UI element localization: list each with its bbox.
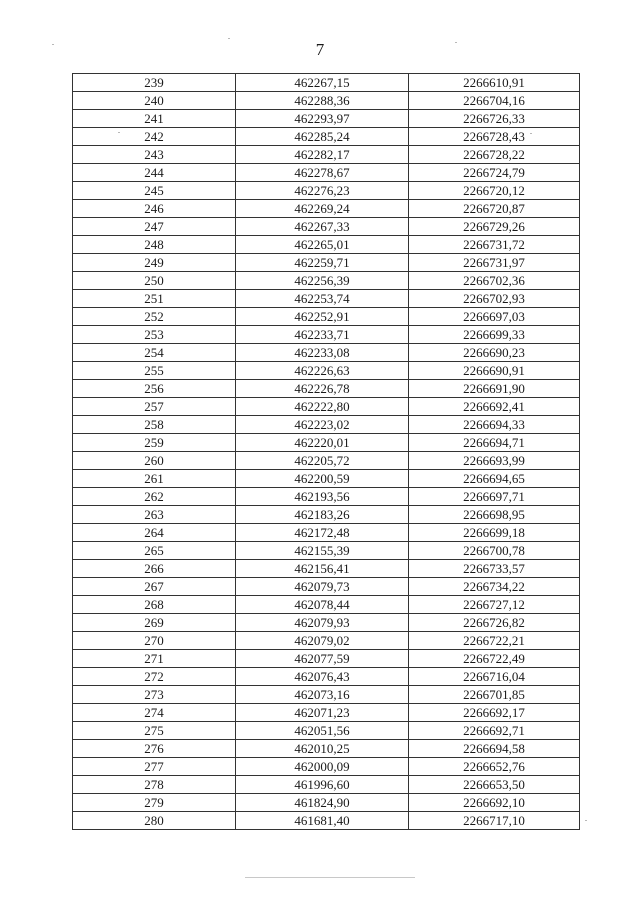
x-coordinate-cell: 462278,67 — [236, 164, 409, 182]
point-number-cell: 278 — [73, 776, 236, 794]
y-coordinate-cell: 2266692,71 — [409, 722, 580, 740]
x-coordinate-cell: 462172,48 — [236, 524, 409, 542]
x-coordinate-cell: 462051,56 — [236, 722, 409, 740]
point-number-cell: 268 — [73, 596, 236, 614]
y-coordinate-cell: 2266728,43 — [409, 128, 580, 146]
point-number-cell: 239 — [73, 74, 236, 92]
x-coordinate-cell: 461824,90 — [236, 794, 409, 812]
table-row — [73, 776, 580, 794]
table-row — [73, 272, 580, 290]
table-row — [73, 128, 580, 146]
point-number-cell: 258 — [73, 416, 236, 434]
table-row — [73, 110, 580, 128]
table-row — [73, 146, 580, 164]
point-number-cell: 241 — [73, 110, 236, 128]
point-number-cell: 262 — [73, 488, 236, 506]
point-number-cell: 245 — [73, 182, 236, 200]
y-coordinate-cell: 2266692,10 — [409, 794, 580, 812]
table-row — [73, 434, 580, 452]
y-coordinate-cell: 2266697,03 — [409, 308, 580, 326]
point-number-cell: 276 — [73, 740, 236, 758]
table-row — [73, 614, 580, 632]
x-coordinate-cell: 462155,39 — [236, 542, 409, 560]
y-coordinate-cell: 2266610,91 — [409, 74, 580, 92]
y-coordinate-cell: 2266690,91 — [409, 362, 580, 380]
x-coordinate-cell: 462183,26 — [236, 506, 409, 524]
x-coordinate-cell: 462220,01 — [236, 434, 409, 452]
x-coordinate-cell: 462076,43 — [236, 668, 409, 686]
table-row — [73, 506, 580, 524]
y-coordinate-cell: 2266702,93 — [409, 290, 580, 308]
y-coordinate-cell: 2266653,50 — [409, 776, 580, 794]
table-row — [73, 524, 580, 542]
x-coordinate-cell: 462000,09 — [236, 758, 409, 776]
x-coordinate-cell: 462078,44 — [236, 596, 409, 614]
point-number-cell: 257 — [73, 398, 236, 416]
y-coordinate-cell: 2266720,12 — [409, 182, 580, 200]
x-coordinate-cell: 462156,41 — [236, 560, 409, 578]
point-number-cell: 275 — [73, 722, 236, 740]
table-row — [73, 398, 580, 416]
y-coordinate-cell: 2266652,76 — [409, 758, 580, 776]
x-coordinate-cell: 462226,78 — [236, 380, 409, 398]
y-coordinate-cell: 2266726,33 — [409, 110, 580, 128]
point-number-cell: 248 — [73, 236, 236, 254]
y-coordinate-cell: 2266694,58 — [409, 740, 580, 758]
x-coordinate-cell: 461996,60 — [236, 776, 409, 794]
point-number-cell: 269 — [73, 614, 236, 632]
y-coordinate-cell: 2266733,57 — [409, 560, 580, 578]
table-row — [73, 218, 580, 236]
y-coordinate-cell: 2266704,16 — [409, 92, 580, 110]
y-coordinate-cell: 2266694,33 — [409, 416, 580, 434]
point-number-cell: 267 — [73, 578, 236, 596]
point-number-cell: 265 — [73, 542, 236, 560]
scan-speck — [455, 42, 457, 43]
point-number-cell: 260 — [73, 452, 236, 470]
x-coordinate-cell: 462223,02 — [236, 416, 409, 434]
y-coordinate-cell: 2266701,85 — [409, 686, 580, 704]
x-coordinate-cell: 462079,93 — [236, 614, 409, 632]
table-row — [73, 236, 580, 254]
x-coordinate-cell: 462269,24 — [236, 200, 409, 218]
point-number-cell: 246 — [73, 200, 236, 218]
table-row — [73, 308, 580, 326]
y-coordinate-cell: 2266722,49 — [409, 650, 580, 668]
scan-speck — [530, 133, 532, 134]
table-row — [73, 686, 580, 704]
y-coordinate-cell: 2266702,36 — [409, 272, 580, 290]
table-row — [73, 164, 580, 182]
x-coordinate-cell: 462256,39 — [236, 272, 409, 290]
table-row — [73, 344, 580, 362]
x-coordinate-cell: 462285,24 — [236, 128, 409, 146]
point-number-cell: 256 — [73, 380, 236, 398]
y-coordinate-cell: 2266717,10 — [409, 812, 580, 830]
page-number: 7 — [315, 40, 325, 59]
x-coordinate-cell: 462267,15 — [236, 74, 409, 92]
table-row — [73, 794, 580, 812]
point-number-cell: 240 — [73, 92, 236, 110]
point-number-cell: 280 — [73, 812, 236, 830]
y-coordinate-cell: 2266727,12 — [409, 596, 580, 614]
y-coordinate-cell: 2266692,41 — [409, 398, 580, 416]
point-number-cell: 272 — [73, 668, 236, 686]
point-number-cell: 252 — [73, 308, 236, 326]
x-coordinate-cell: 462073,16 — [236, 686, 409, 704]
scan-artifact-line — [245, 877, 415, 878]
table-row — [73, 452, 580, 470]
y-coordinate-cell: 2266716,04 — [409, 668, 580, 686]
x-coordinate-cell: 462233,71 — [236, 326, 409, 344]
table-row — [73, 416, 580, 434]
point-number-cell: 279 — [73, 794, 236, 812]
coordinates-table — [72, 73, 580, 830]
table-row — [73, 704, 580, 722]
point-number-cell: 255 — [73, 362, 236, 380]
point-number-cell: 263 — [73, 506, 236, 524]
table-row — [73, 722, 580, 740]
y-coordinate-cell: 2266699,18 — [409, 524, 580, 542]
table-row — [73, 200, 580, 218]
x-coordinate-cell: 461681,40 — [236, 812, 409, 830]
point-number-cell: 270 — [73, 632, 236, 650]
table-row — [73, 542, 580, 560]
y-coordinate-cell: 2266694,65 — [409, 470, 580, 488]
x-coordinate-cell: 462233,08 — [236, 344, 409, 362]
x-coordinate-cell: 462079,73 — [236, 578, 409, 596]
point-number-cell: 253 — [73, 326, 236, 344]
table-row — [73, 812, 580, 830]
x-coordinate-cell: 462253,74 — [236, 290, 409, 308]
y-coordinate-cell: 2266693,99 — [409, 452, 580, 470]
table-row — [73, 380, 580, 398]
table-row — [73, 650, 580, 668]
point-number-cell: 244 — [73, 164, 236, 182]
x-coordinate-cell: 462282,17 — [236, 146, 409, 164]
table-row — [73, 326, 580, 344]
point-number-cell: 261 — [73, 470, 236, 488]
table-row — [73, 470, 580, 488]
x-coordinate-cell: 462077,59 — [236, 650, 409, 668]
x-coordinate-cell: 462010,25 — [236, 740, 409, 758]
x-coordinate-cell: 462226,63 — [236, 362, 409, 380]
table-row — [73, 596, 580, 614]
x-coordinate-cell: 462288,36 — [236, 92, 409, 110]
x-coordinate-cell: 462267,33 — [236, 218, 409, 236]
point-number-cell: 277 — [73, 758, 236, 776]
x-coordinate-cell: 462293,97 — [236, 110, 409, 128]
point-number-cell: 251 — [73, 290, 236, 308]
x-coordinate-cell: 462205,72 — [236, 452, 409, 470]
y-coordinate-cell: 2266690,23 — [409, 344, 580, 362]
x-coordinate-cell: 462222,80 — [236, 398, 409, 416]
x-coordinate-cell: 462265,01 — [236, 236, 409, 254]
table-row — [73, 254, 580, 272]
table-row — [73, 92, 580, 110]
x-coordinate-cell: 462193,56 — [236, 488, 409, 506]
point-number-cell: 266 — [73, 560, 236, 578]
table-row — [73, 632, 580, 650]
table-row — [73, 740, 580, 758]
point-number-cell: 259 — [73, 434, 236, 452]
table-row — [73, 578, 580, 596]
y-coordinate-cell: 2266722,21 — [409, 632, 580, 650]
x-coordinate-cell: 462252,91 — [236, 308, 409, 326]
y-coordinate-cell: 2266734,22 — [409, 578, 580, 596]
x-coordinate-cell: 462276,23 — [236, 182, 409, 200]
point-number-cell: 249 — [73, 254, 236, 272]
point-number-cell: 254 — [73, 344, 236, 362]
x-coordinate-cell: 462200,59 — [236, 470, 409, 488]
y-coordinate-cell: 2266698,95 — [409, 506, 580, 524]
scan-speck — [52, 44, 54, 45]
point-number-cell: 247 — [73, 218, 236, 236]
y-coordinate-cell: 2266729,26 — [409, 218, 580, 236]
y-coordinate-cell: 2266731,72 — [409, 236, 580, 254]
point-number-cell: 243 — [73, 146, 236, 164]
y-coordinate-cell: 2266697,71 — [409, 488, 580, 506]
scan-speck — [228, 38, 230, 39]
table-row — [73, 758, 580, 776]
table-row — [73, 488, 580, 506]
y-coordinate-cell: 2266692,17 — [409, 704, 580, 722]
coordinates-table-body — [73, 74, 580, 830]
y-coordinate-cell: 2266700,78 — [409, 542, 580, 560]
table-row — [73, 290, 580, 308]
table-row — [73, 182, 580, 200]
table-row — [73, 668, 580, 686]
y-coordinate-cell: 2266720,87 — [409, 200, 580, 218]
x-coordinate-cell: 462079,02 — [236, 632, 409, 650]
y-coordinate-cell: 2266728,22 — [409, 146, 580, 164]
x-coordinate-cell: 462071,23 — [236, 704, 409, 722]
point-number-cell: 242 — [73, 128, 236, 146]
y-coordinate-cell: 2266694,71 — [409, 434, 580, 452]
point-number-cell: 273 — [73, 686, 236, 704]
point-number-cell: 274 — [73, 704, 236, 722]
y-coordinate-cell: 2266691,90 — [409, 380, 580, 398]
y-coordinate-cell: 2266724,79 — [409, 164, 580, 182]
scan-speck — [585, 820, 587, 821]
point-number-cell: 271 — [73, 650, 236, 668]
y-coordinate-cell: 2266726,82 — [409, 614, 580, 632]
point-number-cell: 250 — [73, 272, 236, 290]
y-coordinate-cell: 2266699,33 — [409, 326, 580, 344]
scan-speck — [118, 132, 120, 133]
table-row — [73, 560, 580, 578]
y-coordinate-cell: 2266731,97 — [409, 254, 580, 272]
table-row — [73, 362, 580, 380]
x-coordinate-cell: 462259,71 — [236, 254, 409, 272]
point-number-cell: 264 — [73, 524, 236, 542]
table-row — [73, 74, 580, 92]
